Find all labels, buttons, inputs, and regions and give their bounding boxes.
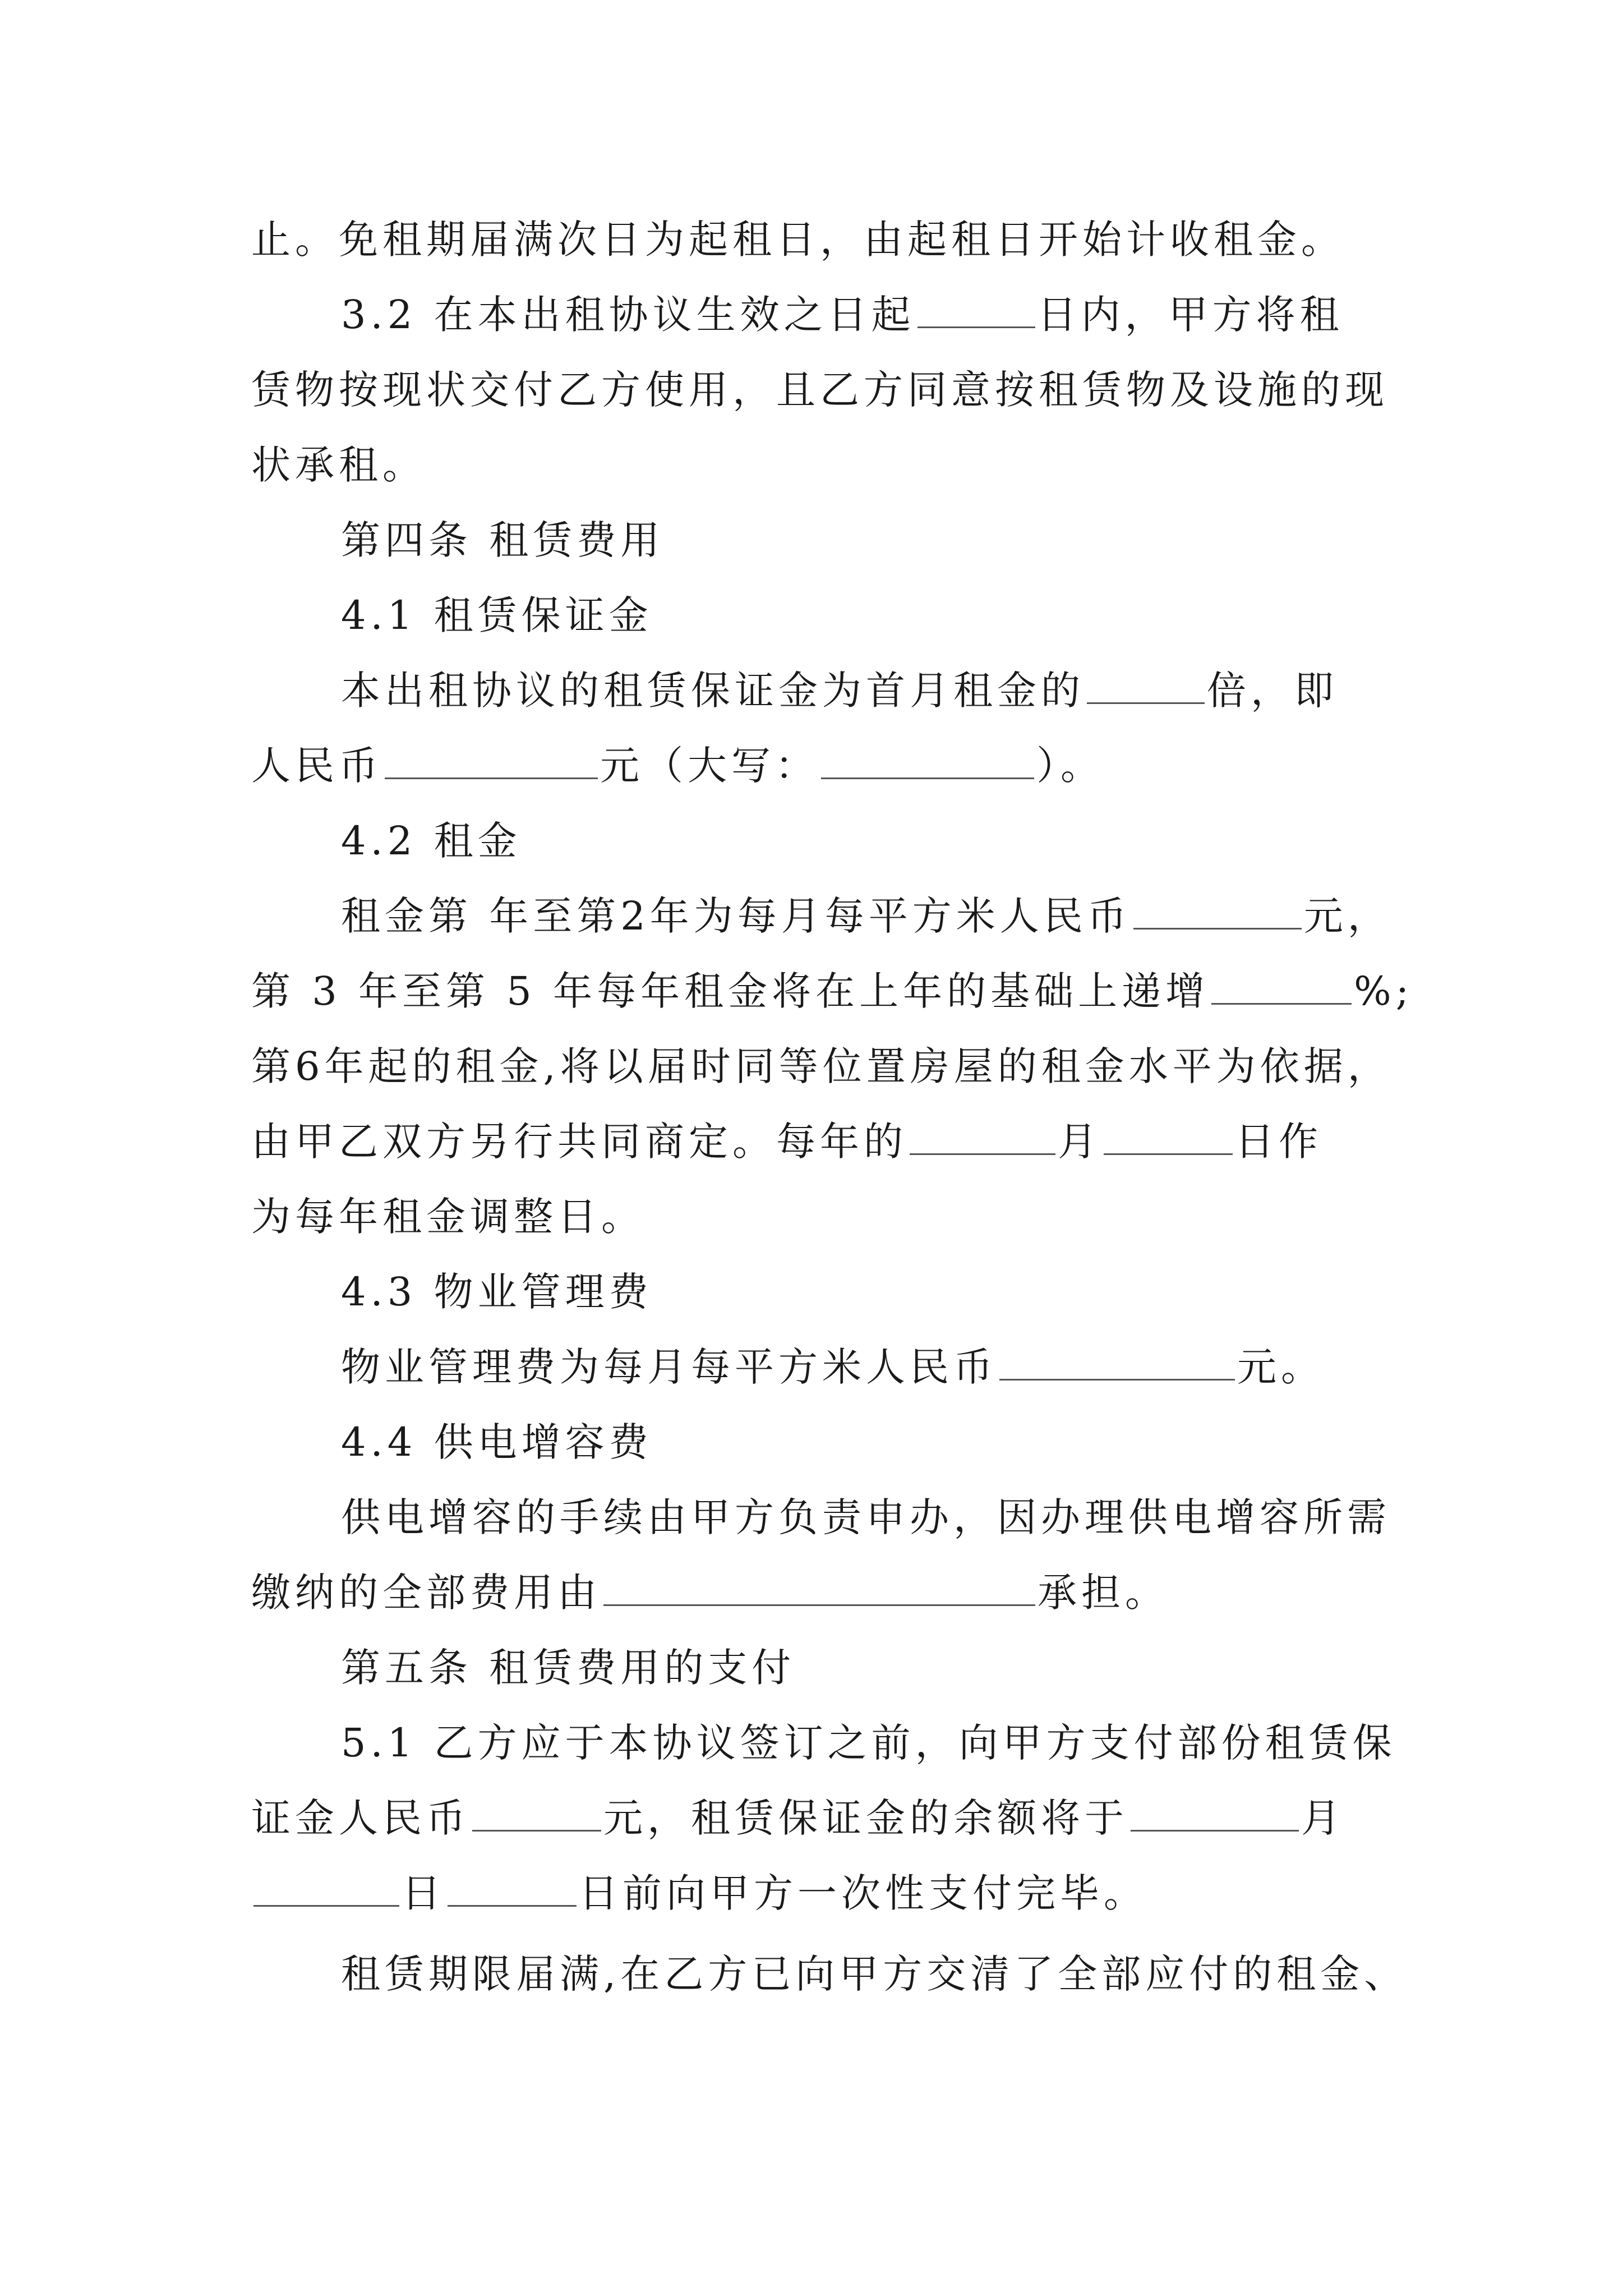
text-run: 第五条 租赁费用的支付 (341, 1645, 796, 1691)
text-line (251, 427, 1378, 503)
text-line (251, 1780, 1378, 1856)
text-line (251, 202, 1378, 277)
text-line (251, 1179, 1378, 1254)
text-run: 租赁期限届满,在乙方已向甲方交清了全部应付的租金、 (341, 1951, 1408, 1997)
text-run: 承担。 (1038, 1570, 1169, 1616)
text-run: 物业管理费为每月每平方米人民币 (341, 1344, 997, 1390)
text-run: 供电增容的手续由甲方负责申办，因办理供电增容所需 (341, 1494, 1391, 1540)
text-run: 第6年起的租金,将以届时同等位置房屋的租金水平为依据， (251, 1043, 1391, 1089)
fill-blank[interactable] (1087, 659, 1205, 704)
text-run: 人民币 (251, 743, 382, 789)
fill-blank[interactable] (910, 1110, 1055, 1155)
fill-blank[interactable] (253, 1861, 399, 1907)
text-line (251, 1856, 1378, 1931)
text-run: 元， (1303, 893, 1391, 939)
text-run: 第四条 租赁费用 (341, 517, 665, 563)
text-run: 为每年租金调整日。 (251, 1194, 645, 1240)
fill-blank[interactable] (999, 1335, 1235, 1381)
text-run: 日作 (1235, 1119, 1322, 1165)
article-5-heading (251, 1630, 1378, 1705)
text-line (251, 1555, 1378, 1630)
text-run: 缴纳的全部费用由 (251, 1570, 601, 1616)
clause-4-4-heading (251, 1405, 1378, 1480)
text-run: 赁物按现状交付乙方使用，且乙方同意按租赁物及设施的现 (251, 367, 1389, 413)
text-line (251, 954, 1414, 1029)
text-run: 止。免租期届满次日为起租日，由起租日开始计收租金。 (251, 217, 1345, 263)
text-line (251, 728, 1378, 803)
clause-5-1-line (251, 1705, 1396, 1780)
text-run: 本出租协议的租赁保证金为首月租金的 (341, 668, 1085, 714)
fill-blank[interactable] (1133, 884, 1302, 930)
text-run: 月 (1301, 1795, 1345, 1841)
text-run: 证金人民币 (251, 1795, 470, 1841)
fill-blank[interactable] (1104, 1110, 1233, 1155)
fill-blank[interactable] (448, 1861, 577, 1907)
fill-blank[interactable] (472, 1786, 601, 1832)
fill-blank[interactable] (603, 1561, 1035, 1606)
clause-4-1-heading (251, 578, 1378, 653)
fill-blank[interactable] (1131, 1786, 1299, 1832)
clause-4-3-heading (251, 1254, 1378, 1329)
text-run: 月 (1058, 1119, 1101, 1165)
text-run: 日 (402, 1870, 445, 1916)
text-run: 日内，甲方将租 (1037, 292, 1344, 338)
text-line (251, 878, 1391, 954)
text-run: 元，租赁保证金的余额将于 (603, 1795, 1128, 1841)
text-line (251, 653, 1378, 728)
text-run: 4.2 租金 (341, 818, 522, 864)
text-line (251, 1104, 1378, 1179)
text-run: 4.3 物业管理费 (341, 1269, 653, 1315)
fill-blank[interactable] (385, 734, 598, 779)
text-run: 4.4 供电增容费 (341, 1419, 653, 1465)
text-line (251, 1329, 1378, 1405)
text-line (251, 1936, 1408, 2012)
text-run: 4.1 租赁保证金 (341, 592, 653, 638)
text-run: 第 3 年至第 5 年每年租金将在上年的基础上递增 (251, 968, 1210, 1014)
fill-blank[interactable] (821, 734, 1034, 779)
text-run: 状承租。 (251, 442, 426, 488)
text-run: 由甲乙双方另行共同商定。每年的 (251, 1119, 907, 1165)
text-run: 日前向甲方一次性支付完毕。 (579, 1870, 1147, 1916)
article-4-heading (251, 503, 1378, 578)
clause-3-2-line (251, 277, 1378, 352)
text-line (251, 1480, 1391, 1555)
document-body (251, 202, 1414, 2012)
fill-blank[interactable] (1211, 959, 1352, 1005)
text-run: 5.1 乙方应于本协议签订之前，向甲方支付部份租赁保 (341, 1720, 1396, 1766)
text-line (251, 1029, 1391, 1104)
text-line (251, 352, 1389, 427)
text-run: 倍，即 (1207, 668, 1338, 714)
text-run: 3.2 在本出租协议生效之日起 (341, 292, 915, 338)
text-run: 元。 (1237, 1344, 1325, 1390)
text-run: 租金第 年至第2年为每月每平方米人民币 (341, 893, 1131, 939)
text-run: %; (1354, 968, 1414, 1014)
fill-blank[interactable] (917, 283, 1035, 328)
text-run: ）。 (1036, 743, 1104, 789)
clause-4-2-heading (251, 803, 1378, 878)
text-run: 元（大写： (600, 743, 819, 789)
